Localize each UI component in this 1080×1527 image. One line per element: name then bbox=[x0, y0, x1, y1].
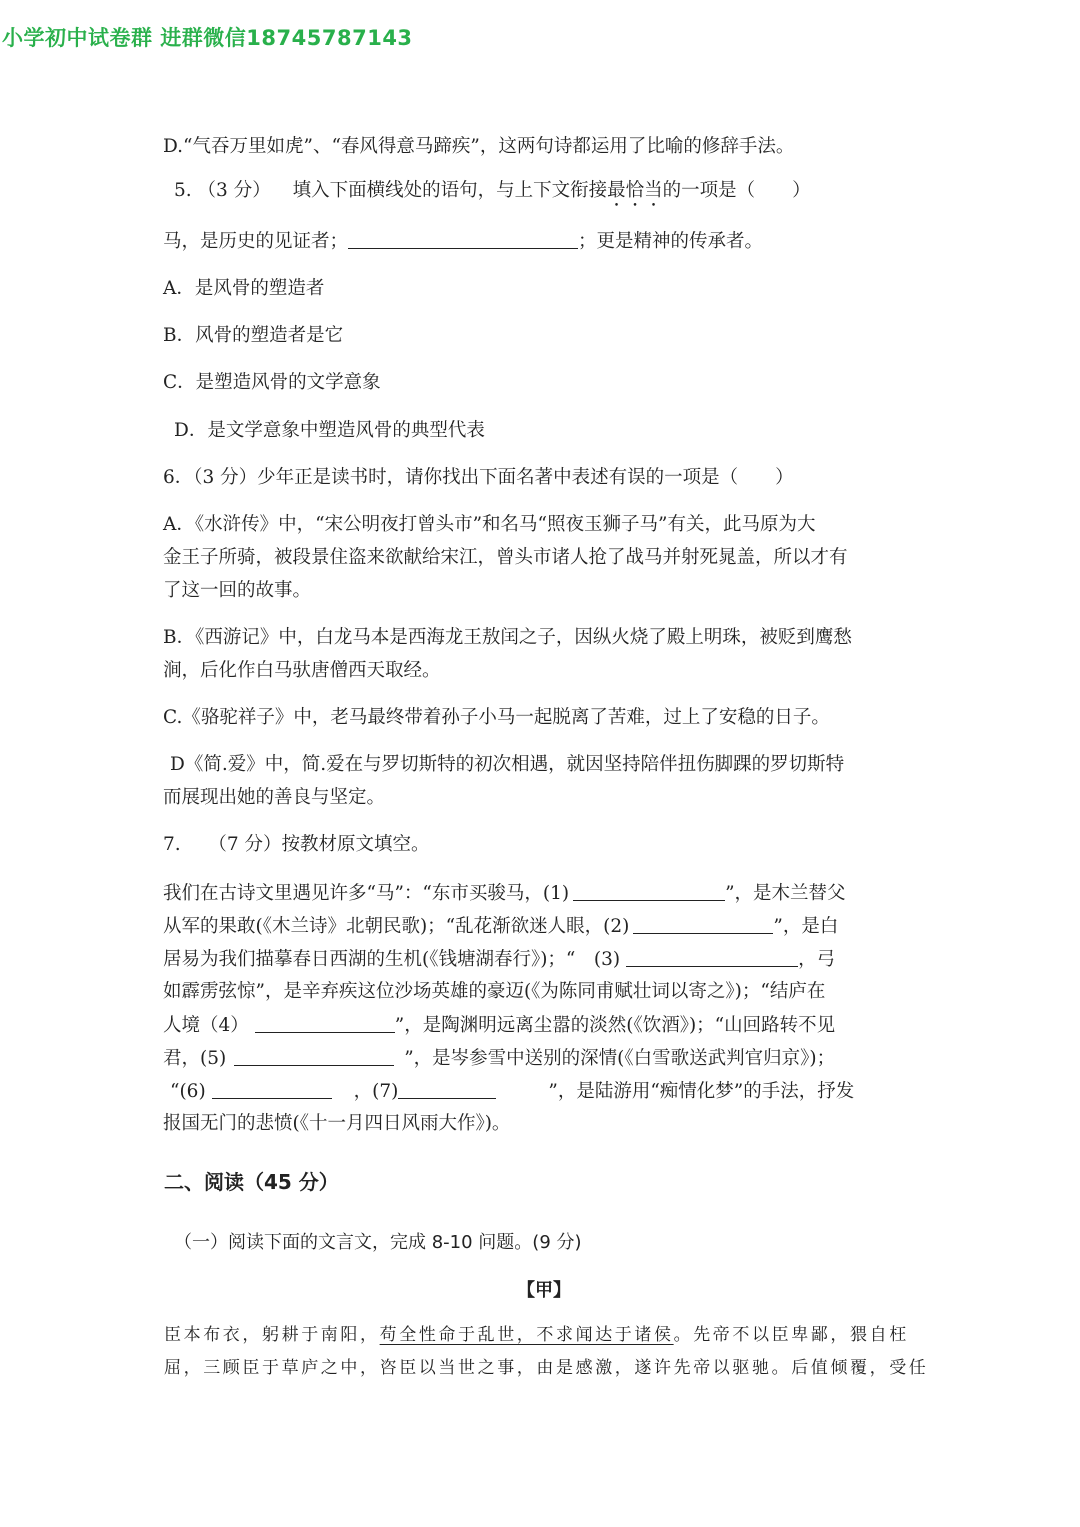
q7-line5-b: ”，是陶渊明远离尘嚣的淡然(《饮酒》)；“山回路转不见 bbox=[394, 1015, 836, 1036]
q7-blank-6[interactable] bbox=[212, 1078, 332, 1099]
q5-option-d: D．是文学意象中塑造风骨的典型代表 bbox=[174, 420, 485, 441]
q7-line6 bbox=[163, 1045, 835, 1072]
q7-line1-a: 我们在古诗文里遇见许多“马”：“东市买骏马，(1) bbox=[163, 883, 570, 904]
passage-label: 【甲】 bbox=[517, 1280, 571, 1301]
q7-line5-a: 人境（4） bbox=[163, 1015, 249, 1036]
passage-line2: 屈，三顾臣于草庐之中，咨臣以当世之事，由是感激，遂许先帝以驱驰。后值倾覆，受任 bbox=[164, 1358, 929, 1378]
q7-line3-b: ，弓 bbox=[798, 949, 836, 970]
q7-blank-5[interactable] bbox=[234, 1045, 394, 1066]
q6-stem: 6．（3 分）少年正是读书时，请你找出下面名著中表述有误的一项是（ ） bbox=[163, 467, 794, 488]
q5-option-c: C．是塑造风骨的文学意象 bbox=[163, 372, 381, 393]
passage-line1-b: 。先帝不以臣卑鄙，猥自枉 bbox=[673, 1325, 909, 1345]
q6-option-b-line2: 涧，后化作白马驮唐僧西天取经。 bbox=[163, 660, 441, 681]
q7-stem: 7. （7 分）按教材原文填空。 bbox=[163, 834, 430, 855]
q5-sentence-a: 马，是历史的见证者； bbox=[163, 231, 349, 252]
q7-blank-1[interactable] bbox=[573, 880, 725, 901]
q6-option-b-line1: B．《西游记》中，白龙马本是西海龙王敖闰之子，因纵火烧了殿上明珠，被贬到鹰愁 bbox=[163, 627, 852, 648]
q7-line8: 报国无门的悲愤(《十一月四日风雨大作》)。 bbox=[163, 1113, 511, 1134]
q7-line2-b: ”，是白 bbox=[773, 916, 839, 937]
q5-score: （3 分） bbox=[197, 180, 271, 201]
q7-blank-4[interactable] bbox=[255, 1012, 395, 1033]
q7-blank-3[interactable] bbox=[626, 946, 798, 967]
q5-stem-b: 的一项是（ ） bbox=[662, 180, 811, 201]
q5-blank[interactable] bbox=[348, 228, 578, 249]
q6-option-c: C.《骆驼祥子》中，老马最终带着孙子小马一起脱离了苦难，过上了安稳的日子。 bbox=[163, 707, 830, 728]
q5-stem-emphasis: 最恰当 bbox=[607, 180, 663, 201]
q6-option-a-line2: 金王子所骑，被段景住盗来欲献给宋江，曾头市诸人抢了战马并射死晁盖，所以才有 bbox=[163, 547, 848, 568]
q7-line7-c: ”，是陆游用“痴情化梦”的手法，抒发 bbox=[548, 1081, 855, 1102]
q5-stem-a: 填入下面横线处的语句，与上下文衔接 bbox=[292, 180, 608, 201]
q7-line2-a: 从军的果敢(《木兰诗》北朝民歌)；“乱花渐欲迷人眼，(2) bbox=[163, 916, 630, 937]
q7-line2 bbox=[163, 913, 838, 940]
q7-line7-b: ，(7) bbox=[353, 1081, 399, 1102]
q7-line6-a: 君，(5) bbox=[163, 1048, 227, 1069]
q5-stem bbox=[174, 178, 811, 211]
q5-option-b: B．风骨的塑造者是它 bbox=[163, 325, 344, 346]
q6-option-d-line2: 而展现出她的善良与坚定。 bbox=[163, 787, 386, 808]
watermark: 小学初中试卷群 进群微信18745787143 bbox=[2, 26, 413, 50]
q7-line3-a: 居易为我们描摹春日西湖的生机(《钱塘湖春行》)；“ (3) bbox=[163, 949, 621, 970]
q7-line4: 如霹雳弦惊”，是辛弃疾这位沙场英雄的豪迈(《为陈同甫赋壮词以寄之》)；“结庐在 bbox=[163, 981, 826, 1002]
q5-option-a: A．是风骨的塑造者 bbox=[163, 278, 325, 299]
q4-option-d: D.“气吞万里如虎”、“春风得意马蹄疾”，这两句诗都运用了比喻的修辞手法。 bbox=[163, 136, 795, 157]
reading-subtitle: （一）阅读下面的文言文，完成 8-10 问题。(9 分) bbox=[174, 1232, 582, 1253]
q5-sentence-b: ；更是精神的传承者。 bbox=[578, 231, 764, 252]
q7-line5 bbox=[163, 1012, 835, 1039]
q5-sentence bbox=[163, 228, 763, 255]
q7-line6-b: ”，是岑参雪中送别的深情(《白雪歌送武判官归京》)； bbox=[404, 1048, 836, 1069]
passage-underlined: 苟全性命于乱世，不求闻达于诸侯 bbox=[379, 1325, 674, 1345]
q6-option-d-line1: D《简.爱》中，简.爱在与罗切斯特的初次相遇，就因坚持陪伴扭伤脚踝的罗切斯特 bbox=[170, 754, 845, 775]
q7-line1-b: ”，是木兰替父 bbox=[725, 883, 846, 904]
passage-line1-a: 臣本布衣，躬耕于南阳， bbox=[164, 1325, 380, 1345]
q7-line1 bbox=[163, 880, 846, 907]
q7-blank-2[interactable] bbox=[633, 913, 773, 934]
q7-line7-a: “(6) bbox=[170, 1081, 206, 1102]
passage-line1 bbox=[164, 1323, 909, 1347]
q6-option-a-line3: 了这一回的故事。 bbox=[163, 580, 312, 601]
q7-line3 bbox=[163, 946, 835, 973]
q7-line7 bbox=[170, 1078, 854, 1105]
q5-number: 5. bbox=[174, 180, 192, 201]
q7-blank-7[interactable] bbox=[398, 1078, 496, 1099]
q6-option-a-line1: A．《水浒传》中，“宋公明夜打曾头市”和名马“照夜玉狮子马”有关，此马原为大 bbox=[163, 514, 816, 535]
section-title: 二、阅读（45 分） bbox=[164, 1170, 339, 1194]
